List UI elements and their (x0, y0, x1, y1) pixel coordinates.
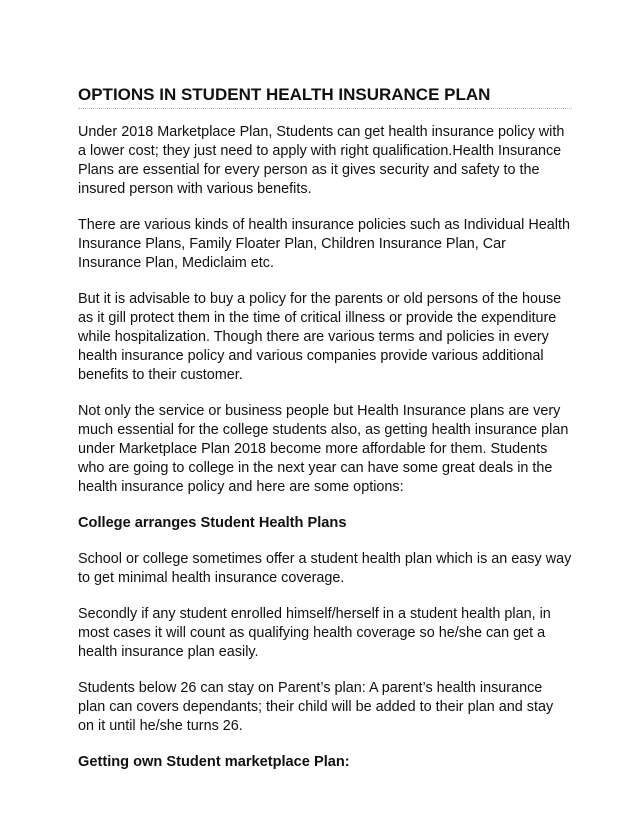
intro-paragraph-2: There are various kinds of health insurance policies such as Individual Health Insurance Plans, Family Floater Plan, Children Insurance Plan, Car Insurance Plan, Mediclaim etc. (78, 217, 570, 271)
section1-paragraph-3: Students below 26 can stay on Parent’s plan: A parent’s health insurance plan can covers dependants; their child will be added to their plan and stay on it until he/she turns 26. (78, 680, 554, 734)
section1-paragraph-1: School or college sometimes offer a student health plan which is an easy way to get minimal health insurance coverage. (78, 551, 572, 586)
intro-paragraph-3: But it is advisable to buy a policy for the parents or old persons of the house as it gill protect them in the time of critical illness or provide the expenditure while hospitalization. Though there are various terms and policies in every health insurance policy and various companies provide various additional benefits to their customer. (78, 291, 562, 383)
section-heading-college-plans: College arranges Student Health Plans (78, 515, 347, 531)
intro-paragraph-1: Under 2018 Marketplace Plan, Students can get health insurance policy with a lower cost; they just need to apply with right qualification.Health Insurance Plans are essential for every person as it gives security and safety to the insured person with various benefits. (78, 124, 565, 197)
intro-paragraph-4: Not only the service or business people but Health Insurance plans are very much essential for the college students also, as getting health insurance plan under Marketplace Plan 2018 become more affordable for them. Students who are going to college in the next year can have some great deals in the health insurance policy and here are some options: (78, 403, 569, 495)
section1-paragraph-2: Secondly if any student enrolled himself/herself in a student health plan, in most cases it will count as qualifying health coverage so he/she can get a health insurance plan easily. (78, 606, 551, 660)
document-page (78, 84, 572, 772)
section-heading-own-marketplace-plan: Getting own Student marketplace Plan: (78, 754, 350, 770)
document-title: OPTIONS IN STUDENT HEALTH INSURANCE PLAN (78, 84, 572, 109)
